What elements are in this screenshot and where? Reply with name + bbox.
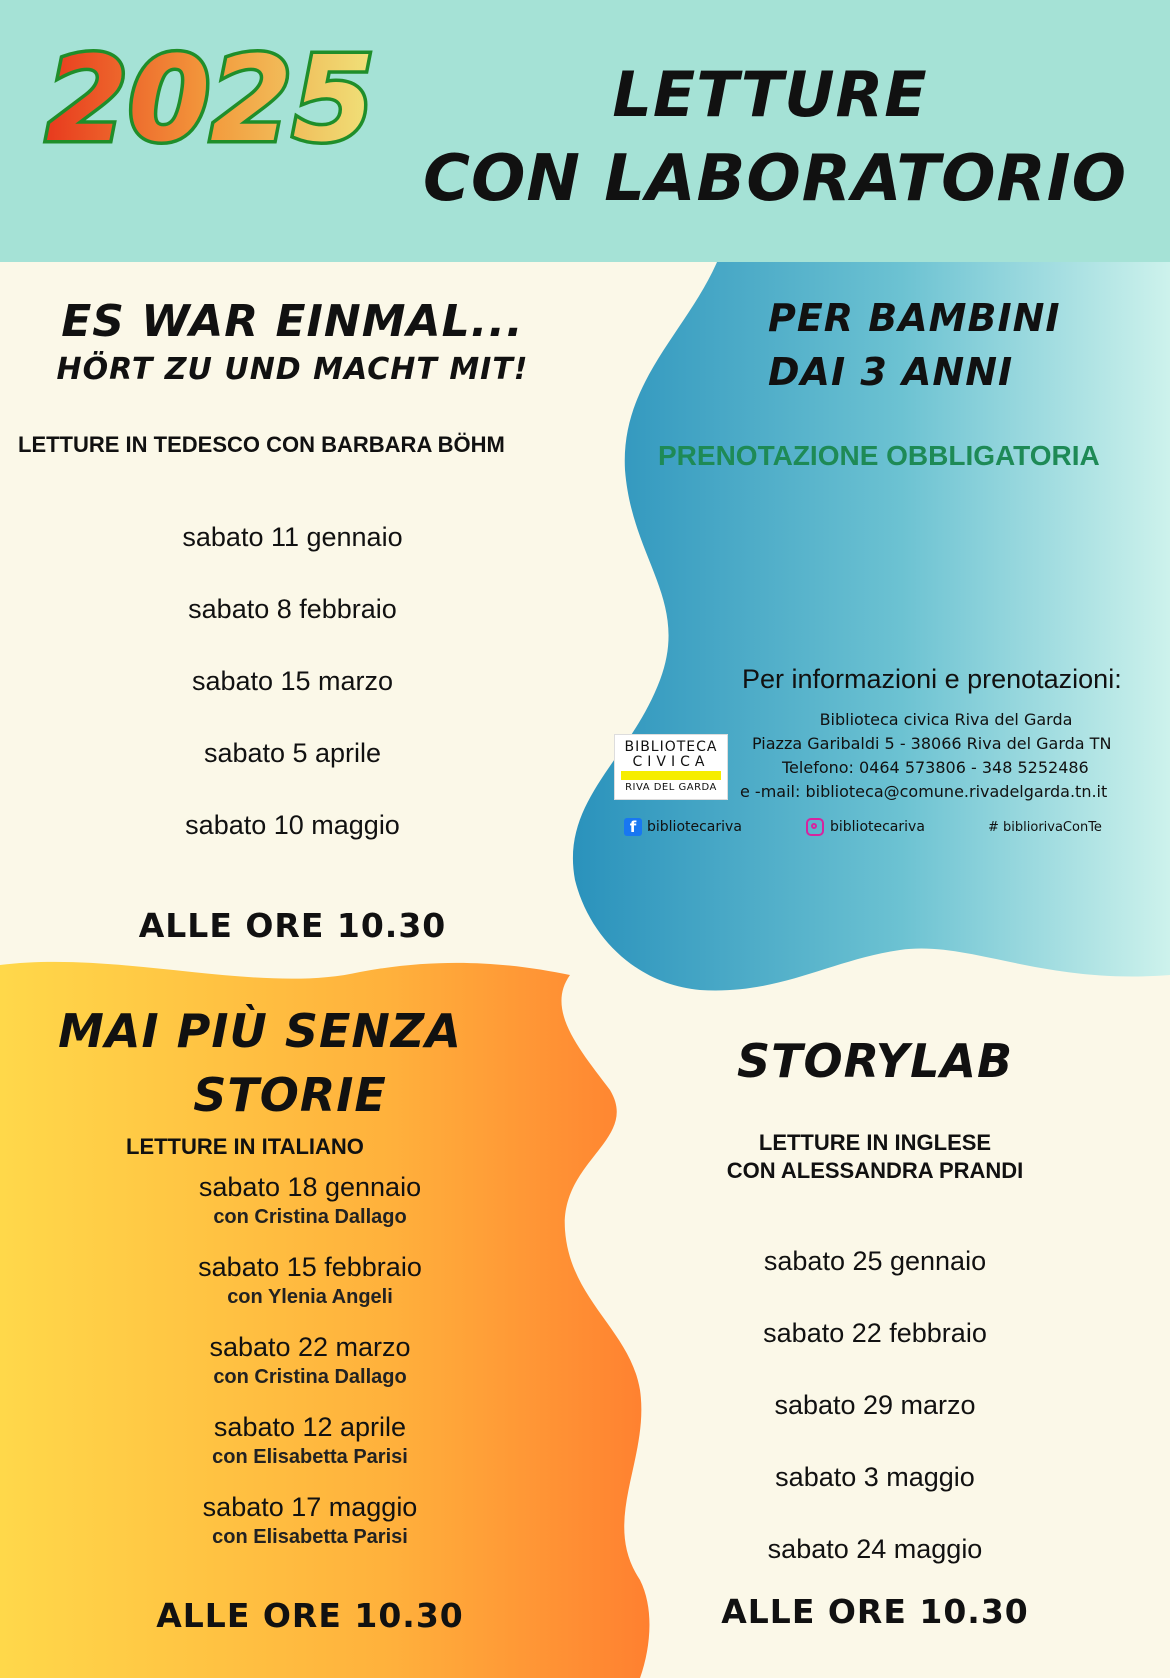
german-title: ES WAR EINMAL...	[61, 296, 524, 347]
italian-host-3: con Cristina Dallago	[213, 1366, 407, 1388]
audience-line1: PER BAMBINI	[768, 296, 1061, 340]
page-title-line1: LETTURE	[612, 58, 928, 131]
german-date-1: sabato 11 gennaio	[182, 522, 403, 552]
italian-title-line1: MAI PIÙ SENZA	[58, 1004, 462, 1058]
italian-host-1: con Cristina Dallago	[213, 1206, 407, 1228]
german-date-4: sabato 5 aprile	[203, 738, 382, 768]
library-phone: Telefono: 0464 573806 - 348 5252486	[782, 758, 1089, 777]
instagram-handle: bibliotecariva	[830, 819, 925, 835]
library-address: Piazza Garibaldi 5 - 38066 Riva del Garda TN	[752, 734, 1112, 753]
italian-title-line2: STORIE	[193, 1068, 387, 1122]
italian-host-2: con Ylenia Angeli	[227, 1286, 393, 1308]
logo-line1: BIBLIOTECA	[624, 739, 718, 755]
italian-description: LETTURE IN ITALIANO	[126, 1134, 364, 1159]
english-date-5: sabato 24 maggio	[767, 1534, 983, 1564]
facebook-link[interactable]	[624, 818, 742, 836]
german-subtitle: HÖRT ZU UND MACHT MIT!	[56, 352, 529, 387]
italian-time: ALLE ORE 10.30	[156, 1596, 464, 1635]
hashtag[interactable]: # bibliorivaConTe	[988, 820, 1102, 835]
german-date-5: sabato 10 maggio	[185, 810, 400, 840]
facebook-icon: f	[624, 818, 642, 836]
page-title-line2: CON LABORATORIO	[423, 142, 1127, 216]
english-time: ALLE ORE 10.30	[721, 1592, 1029, 1631]
german-description: LETTURE IN TEDESCO CON BARBARA BÖHM	[18, 432, 505, 457]
italian-host-4: con Elisabetta Parisi	[212, 1446, 408, 1468]
english-title: STORYLAB	[736, 1034, 1014, 1088]
year-text: 2025	[46, 30, 375, 158]
english-date-3: sabato 29 marzo	[774, 1390, 976, 1420]
library-email[interactable]: e -mail: biblioteca@comune.rivadelgarda.tn.it	[740, 782, 1108, 801]
logo-line2: CIVICA	[632, 754, 710, 770]
german-date-2: sabato 8 febbraio	[188, 594, 397, 624]
german-time: ALLE ORE 10.30	[138, 906, 447, 945]
instagram-icon	[806, 818, 824, 836]
english-date-2: sabato 22 febbraio	[763, 1318, 987, 1348]
english-description-line2: CON ALESSANDRA PRANDI	[726, 1158, 1024, 1183]
audience-line2: DAI 3 ANNI	[768, 350, 1014, 394]
italian-date-2: sabato 15 febbraio	[198, 1252, 422, 1282]
german-date-3: sabato 15 marzo	[191, 666, 394, 696]
italian-date-4: sabato 12 aprile	[213, 1412, 407, 1442]
english-description-line1: LETTURE IN INGLESE	[758, 1130, 992, 1155]
italian-date-3: sabato 22 marzo	[209, 1332, 411, 1362]
instagram-link[interactable]	[806, 818, 925, 836]
italian-date-1: sabato 18 gennaio	[198, 1172, 422, 1202]
booking-required: PRENOTAZIONE OBBLIGATORIA	[658, 440, 1100, 471]
logo-line3: RIVA DEL GARDA	[625, 782, 717, 793]
year-logo	[38, 28, 468, 158]
contact-heading: Per informazioni e prenotazioni:	[742, 664, 1122, 694]
library-name: Biblioteca civica Riva del Garda	[819, 710, 1073, 729]
english-date-1: sabato 25 gennaio	[763, 1246, 987, 1276]
italian-date-5: sabato 17 maggio	[202, 1492, 418, 1522]
facebook-handle: bibliotecariva	[647, 819, 742, 835]
english-date-4: sabato 3 maggio	[775, 1462, 975, 1492]
logo-yellow-bar	[621, 771, 721, 780]
italian-host-5: con Elisabetta Parisi	[212, 1526, 408, 1548]
library-logo	[614, 734, 728, 800]
